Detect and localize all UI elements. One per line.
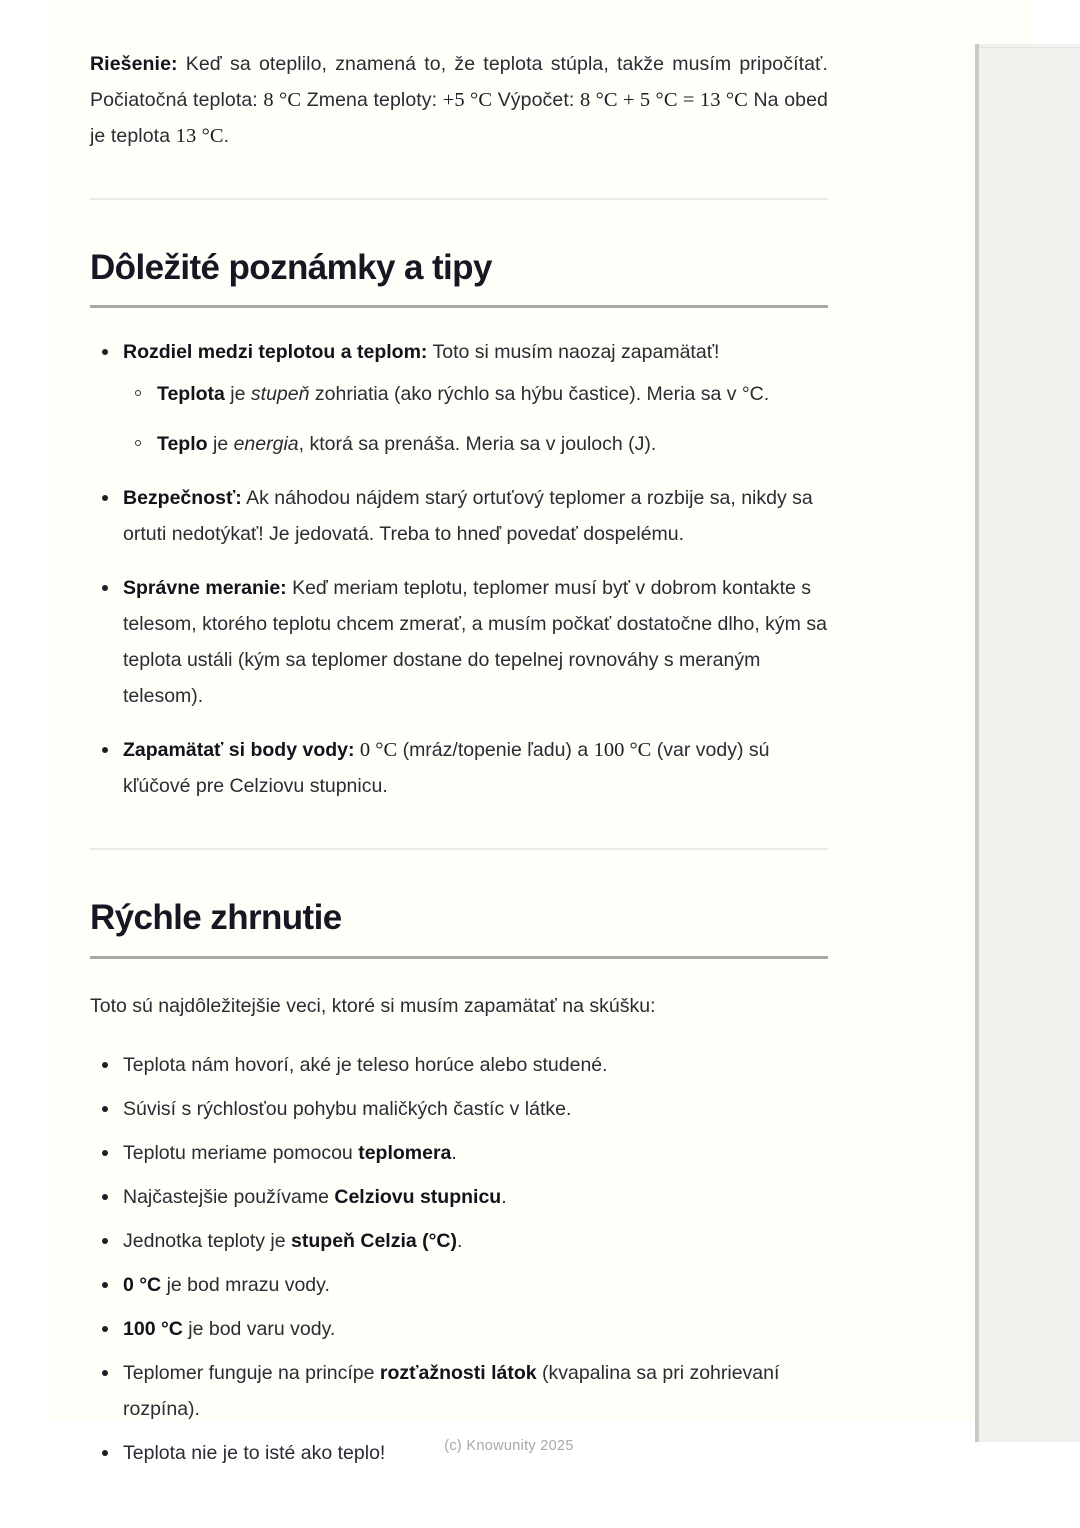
summary-bold-6: 100 °C	[123, 1317, 183, 1340]
list-item	[123, 480, 828, 552]
section-divider-2	[90, 848, 828, 850]
bullet-text-waterpoints: (var vody) sú kľúčové pre Celziovu stupnicu.	[123, 739, 770, 798]
section-divider-1	[90, 198, 828, 200]
sub-italic-teplota: stupeň	[250, 383, 310, 406]
summary-pre-7: Teplomer funguje na princípe	[123, 1361, 380, 1384]
summary-pre-8: Teplota nie je to isté ako teplo!	[123, 1441, 386, 1464]
bullet-math-freezing: 0 °C	[359, 739, 398, 762]
bullet-math-boiling: 100 °C	[593, 739, 652, 762]
summary-bold-3: Celziovu stupnicu	[334, 1185, 502, 1208]
list-item	[123, 1135, 828, 1171]
solution-math-change: +5 °C	[442, 89, 493, 111]
sub-text-teplota: zohriatia (ako rýchlo sa hýbu častice). Meria sa v °C.	[309, 383, 770, 406]
bullet-text-difference: Toto si musím naozaj zapamätať!	[427, 341, 720, 364]
summary-post-2: .	[451, 1141, 457, 1164]
section-heading-underline-2	[90, 956, 828, 959]
summary-pre-0: Teplota nám hovorí, aké je teleso horúce alebo studené.	[123, 1053, 608, 1076]
gutter-top-hairline	[979, 47, 1080, 48]
list-item	[123, 1267, 828, 1303]
list-item	[123, 1355, 828, 1427]
list-item	[157, 426, 828, 462]
solution-text-5: .	[223, 125, 230, 147]
notes-list	[90, 334, 828, 804]
section-heading-underline-1	[90, 305, 828, 308]
list-item	[123, 570, 828, 714]
summary-pre-4: Jednotka teploty je	[123, 1229, 292, 1252]
bullet-text-safety: Ak náhodou nájdem starý ortuťový teplomer a rozbije sa, nikdy sa ortuti nedotýkať! Je jedovatá. Treba to hneď povedať dospelému.	[123, 487, 813, 546]
summary-post-5: je bod mrazu vody.	[161, 1273, 330, 1296]
notes-sublist	[123, 376, 828, 462]
summary-bold-7: rozťažnosti látok	[379, 1361, 537, 1384]
section-heading-summary: Rýchle zhrnutie	[90, 898, 342, 938]
sub-mid-teplo: je	[207, 433, 234, 456]
list-item	[123, 334, 828, 462]
summary-bold-5: 0 °C	[123, 1273, 162, 1296]
solution-label: Riešenie:	[90, 53, 178, 75]
summary-post-4: .	[457, 1229, 463, 1252]
solution-text-4: Na obed je teplota	[90, 89, 828, 147]
list-item	[123, 1311, 828, 1347]
summary-pre-2: Teplotu meriame pomocou	[123, 1141, 359, 1164]
bullet-label-measuring: Správne meranie:	[123, 577, 287, 600]
summary-post-3: .	[501, 1185, 507, 1208]
sub-label-teplo: Teplo	[157, 433, 208, 456]
summary-pre-1: Súvisí s rýchlosťou pohybu maličkých častíc v látke.	[123, 1097, 572, 1120]
solution-text-1: Keď sa oteplilo, znamená to, že teplota stúpla, takže musím pripočítať. Počiatočná teplota:	[90, 53, 828, 111]
summary-pre-3: Najčastejšie používame	[123, 1185, 335, 1208]
list-item	[123, 1179, 828, 1215]
list-item	[123, 1223, 828, 1259]
document-text-column	[90, 46, 828, 1471]
sub-label-teplota: Teplota	[157, 383, 225, 406]
solution-paragraph	[90, 46, 828, 154]
bullet-label-safety: Bezpečnosť:	[123, 487, 242, 510]
bullet-mid-waterpoints: (mráz/topenie ľadu) a	[397, 739, 594, 762]
page-scroll-gutter[interactable]	[975, 44, 1080, 1442]
summary-post-6: je bod varu vody.	[182, 1317, 336, 1340]
solution-math-calculation: 8 °C + 5 °C = 13 °C	[579, 89, 748, 111]
sub-text-teplo: , ktorá sa prenáša. Meria sa v jouloch (J).	[298, 433, 657, 456]
solution-math-initial-temp: 8 °C	[263, 89, 302, 111]
bullet-label-waterpoints: Zapamätať si body vody:	[123, 739, 355, 762]
page-footer	[0, 1438, 1080, 1454]
summary-bold-4: stupeň Celzia (°C)	[291, 1229, 458, 1252]
list-item	[123, 732, 828, 804]
bullet-label-difference: Rozdiel medzi teplotou a teplom:	[123, 341, 428, 364]
list-item	[123, 1091, 828, 1127]
section-heading-notes: Dôležité poznámky a tipy	[90, 248, 492, 287]
list-item	[123, 1047, 828, 1083]
summary-lead-text: Toto sú najdôležitejšie veci, ktoré si musím zapamätať na skúšku:	[90, 994, 656, 1017]
bullet-text-measuring: Keď meriam teplotu, teplomer musí byť v dobrom kontakte s telesom, ktorého teplotu chcem zmerať, a musím počkať dostatočne dlho, kým sa teplota ustáli (kým sa teplomer dostane do tepelnej rovnováhy s meraným telesom).	[123, 577, 827, 708]
solution-text-3: Výpočet:	[492, 89, 580, 111]
summary-list	[90, 1047, 828, 1471]
summary-post-7: (kvapalina sa pri zohrievaní rozpína).	[123, 1361, 780, 1420]
summary-bold-2: teplomera	[358, 1141, 452, 1164]
sub-mid-teplota: je	[224, 383, 251, 406]
list-item	[157, 376, 828, 412]
solution-text-2: Zmena teploty:	[301, 89, 443, 111]
copyright-text: (c) Knowunity 2025	[444, 1438, 574, 1454]
sub-italic-teplo: energia	[233, 433, 299, 456]
solution-math-result: 13 °C	[175, 125, 224, 147]
